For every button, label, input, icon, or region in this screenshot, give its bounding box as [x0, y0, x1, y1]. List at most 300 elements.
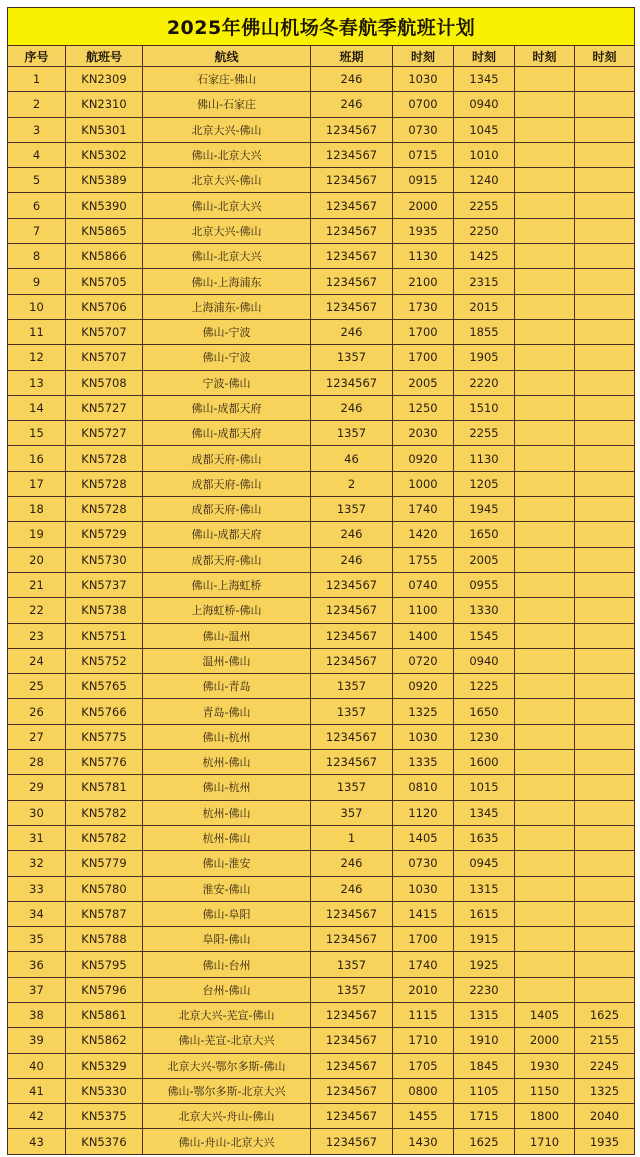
cell-time-3	[515, 851, 575, 876]
table-row	[8, 547, 635, 572]
cell-time-4	[575, 471, 635, 496]
cell-seq: 25	[8, 674, 66, 699]
cell-time-3	[515, 724, 575, 749]
table-row	[8, 800, 635, 825]
cell-schedule-days: 1357	[311, 699, 393, 724]
cell-time-2: 1925	[454, 952, 515, 977]
cell-time-3	[515, 193, 575, 218]
cell-schedule-days: 1234567	[311, 598, 393, 623]
cell-schedule-days: 246	[311, 547, 393, 572]
cell-route: 北京大兴-佛山	[143, 218, 311, 243]
cell-seq: 30	[8, 800, 66, 825]
cell-time-1: 1755	[393, 547, 454, 572]
cell-time-2: 1615	[454, 901, 515, 926]
cell-time-3: 1710	[515, 1129, 575, 1154]
cell-route: 佛山-温州	[143, 623, 311, 648]
cell-route: 佛山-宁波	[143, 319, 311, 344]
cell-time-1: 1030	[393, 876, 454, 901]
cell-seq: 22	[8, 598, 66, 623]
cell-seq: 26	[8, 699, 66, 724]
cell-time-3	[515, 674, 575, 699]
cell-schedule-days: 246	[311, 92, 393, 117]
cell-seq: 17	[8, 471, 66, 496]
cell-time-4: 1625	[575, 1002, 635, 1027]
cell-time-1: 1325	[393, 699, 454, 724]
cell-schedule-days: 1234567	[311, 370, 393, 395]
cell-time-1: 2030	[393, 421, 454, 446]
cell-flight-no: KN5782	[66, 825, 143, 850]
cell-time-3	[515, 522, 575, 547]
cell-seq: 1	[8, 67, 66, 92]
cell-time-2: 1915	[454, 927, 515, 952]
cell-time-1: 0915	[393, 168, 454, 193]
table-row	[8, 648, 635, 673]
cell-flight-no: KN5329	[66, 1053, 143, 1078]
cell-flight-no: KN5707	[66, 319, 143, 344]
cell-time-2: 1650	[454, 699, 515, 724]
cell-flight-no: KN5788	[66, 927, 143, 952]
table-row	[8, 775, 635, 800]
cell-flight-no: KN5727	[66, 421, 143, 446]
cell-time-2: 1315	[454, 1002, 515, 1027]
cell-time-4: 2155	[575, 1028, 635, 1053]
cell-time-4	[575, 117, 635, 142]
cell-time-2: 1845	[454, 1053, 515, 1078]
cell-time-2: 1945	[454, 497, 515, 522]
cell-time-1: 0715	[393, 142, 454, 167]
cell-time-4	[575, 623, 635, 648]
cell-seq: 4	[8, 142, 66, 167]
table-row	[8, 395, 635, 420]
table-row	[8, 522, 635, 547]
cell-schedule-days: 1234567	[311, 1028, 393, 1053]
cell-time-2: 1345	[454, 67, 515, 92]
cell-schedule-days: 1357	[311, 674, 393, 699]
cell-time-2: 1910	[454, 1028, 515, 1053]
cell-schedule-days: 1357	[311, 977, 393, 1002]
table-row	[8, 901, 635, 926]
cell-time-3: 1405	[515, 1002, 575, 1027]
cell-route: 佛山-台州	[143, 952, 311, 977]
cell-time-1: 1430	[393, 1129, 454, 1154]
cell-seq: 11	[8, 319, 66, 344]
cell-time-3	[515, 876, 575, 901]
cell-seq: 16	[8, 446, 66, 471]
cell-flight-no: KN5779	[66, 851, 143, 876]
cell-time-2: 1600	[454, 750, 515, 775]
cell-schedule-days: 1234567	[311, 117, 393, 142]
cell-seq: 40	[8, 1053, 66, 1078]
cell-schedule-days: 1234567	[311, 623, 393, 648]
cell-schedule-days: 1234567	[311, 1053, 393, 1078]
table-row	[8, 244, 635, 269]
cell-time-2: 2230	[454, 977, 515, 1002]
table-row	[8, 851, 635, 876]
cell-time-1: 0730	[393, 851, 454, 876]
cell-time-4: 2040	[575, 1104, 635, 1129]
table-row	[8, 598, 635, 623]
table-row	[8, 1129, 635, 1154]
cell-flight-no: KN5766	[66, 699, 143, 724]
cell-time-1: 1130	[393, 244, 454, 269]
cell-time-1: 2010	[393, 977, 454, 1002]
cell-time-4	[575, 522, 635, 547]
cell-time-1: 0730	[393, 117, 454, 142]
cell-flight-no: KN5780	[66, 876, 143, 901]
header-seq: 序号	[8, 46, 66, 67]
cell-time-3	[515, 421, 575, 446]
cell-time-1: 1115	[393, 1002, 454, 1027]
cell-route: 佛山-北京大兴	[143, 244, 311, 269]
cell-seq: 9	[8, 269, 66, 294]
cell-time-3	[515, 168, 575, 193]
cell-schedule-days: 1234567	[311, 1129, 393, 1154]
cell-schedule-days: 2	[311, 471, 393, 496]
cell-route: 阜阳-佛山	[143, 927, 311, 952]
table-row	[8, 927, 635, 952]
cell-time-3	[515, 142, 575, 167]
cell-schedule-days: 1234567	[311, 193, 393, 218]
cell-flight-no: KN5776	[66, 750, 143, 775]
cell-time-3	[515, 497, 575, 522]
cell-time-3	[515, 92, 575, 117]
header-flight-no: 航班号	[66, 46, 143, 67]
cell-route: 佛山-北京大兴	[143, 193, 311, 218]
cell-schedule-days: 246	[311, 851, 393, 876]
cell-route: 石家庄-佛山	[143, 67, 311, 92]
cell-flight-no: KN5705	[66, 269, 143, 294]
cell-time-4	[575, 142, 635, 167]
cell-route: 佛山-舟山-北京大兴	[143, 1129, 311, 1154]
flight-schedule-table	[7, 7, 635, 1155]
cell-route: 佛山-鄂尔多斯-北京大兴	[143, 1078, 311, 1103]
cell-time-3	[515, 598, 575, 623]
cell-time-4	[575, 876, 635, 901]
cell-route: 北京大兴-佛山	[143, 117, 311, 142]
cell-time-2: 2315	[454, 269, 515, 294]
cell-time-3	[515, 648, 575, 673]
cell-time-3	[515, 699, 575, 724]
cell-time-3	[515, 269, 575, 294]
cell-route: 佛山-杭州	[143, 724, 311, 749]
cell-time-4	[575, 724, 635, 749]
table-row	[8, 699, 635, 724]
cell-time-1: 1705	[393, 1053, 454, 1078]
cell-time-1: 1405	[393, 825, 454, 850]
cell-time-4	[575, 168, 635, 193]
table-row	[8, 1053, 635, 1078]
cell-route: 宁波-佛山	[143, 370, 311, 395]
cell-seq: 13	[8, 370, 66, 395]
cell-time-3	[515, 977, 575, 1002]
cell-flight-no: KN5376	[66, 1129, 143, 1154]
cell-flight-no: KN5708	[66, 370, 143, 395]
table-row	[8, 142, 635, 167]
cell-schedule-days: 246	[311, 522, 393, 547]
cell-route: 杭州-佛山	[143, 750, 311, 775]
cell-schedule-days: 357	[311, 800, 393, 825]
cell-flight-no: KN5390	[66, 193, 143, 218]
header-schedule-days: 班期	[311, 46, 393, 67]
table-row	[8, 952, 635, 977]
cell-time-2: 1510	[454, 395, 515, 420]
cell-route: 温州-佛山	[143, 648, 311, 673]
cell-seq: 20	[8, 547, 66, 572]
cell-schedule-days: 246	[311, 67, 393, 92]
cell-time-1: 0800	[393, 1078, 454, 1103]
cell-seq: 34	[8, 901, 66, 926]
cell-time-3: 1930	[515, 1053, 575, 1078]
cell-seq: 29	[8, 775, 66, 800]
cell-time-2: 1315	[454, 876, 515, 901]
cell-flight-no: KN5765	[66, 674, 143, 699]
cell-time-4	[575, 800, 635, 825]
cell-schedule-days: 246	[311, 876, 393, 901]
cell-route: 青岛-佛山	[143, 699, 311, 724]
cell-time-1: 1335	[393, 750, 454, 775]
table-row	[8, 750, 635, 775]
cell-route: 佛山-成都天府	[143, 395, 311, 420]
cell-time-3	[515, 952, 575, 977]
cell-route: 佛山-上海虹桥	[143, 572, 311, 597]
cell-seq: 39	[8, 1028, 66, 1053]
cell-time-3	[515, 395, 575, 420]
cell-flight-no: KN5782	[66, 800, 143, 825]
cell-time-2: 1240	[454, 168, 515, 193]
cell-seq: 12	[8, 345, 66, 370]
cell-time-1: 1935	[393, 218, 454, 243]
cell-time-4	[575, 648, 635, 673]
cell-flight-no: KN5727	[66, 395, 143, 420]
cell-schedule-days: 1234567	[311, 142, 393, 167]
table-title: 2025年佛山机场冬春航季航班计划	[8, 8, 635, 46]
cell-flight-no: KN5787	[66, 901, 143, 926]
cell-schedule-days: 1234567	[311, 572, 393, 597]
cell-flight-no: KN5795	[66, 952, 143, 977]
cell-time-2: 1625	[454, 1129, 515, 1154]
table-row	[8, 497, 635, 522]
table-row	[8, 1028, 635, 1053]
cell-time-3	[515, 800, 575, 825]
cell-flight-no: KN5781	[66, 775, 143, 800]
header-route: 航线	[143, 46, 311, 67]
cell-time-3	[515, 218, 575, 243]
cell-time-1: 1420	[393, 522, 454, 547]
cell-schedule-days: 1357	[311, 952, 393, 977]
cell-time-4	[575, 572, 635, 597]
table-row	[8, 1002, 635, 1027]
cell-flight-no: KN5796	[66, 977, 143, 1002]
cell-time-1: 1710	[393, 1028, 454, 1053]
cell-schedule-days: 1234567	[311, 269, 393, 294]
cell-flight-no: KN5751	[66, 623, 143, 648]
cell-time-4	[575, 345, 635, 370]
cell-time-3	[515, 901, 575, 926]
cell-route: 北京大兴-芜宣-佛山	[143, 1002, 311, 1027]
cell-time-1: 0720	[393, 648, 454, 673]
cell-time-2: 1855	[454, 319, 515, 344]
cell-time-4	[575, 927, 635, 952]
cell-time-2: 1045	[454, 117, 515, 142]
cell-seq: 14	[8, 395, 66, 420]
cell-flight-no: KN5706	[66, 294, 143, 319]
cell-time-1: 1400	[393, 623, 454, 648]
table-row	[8, 724, 635, 749]
cell-flight-no: KN5301	[66, 117, 143, 142]
cell-time-4	[575, 775, 635, 800]
cell-time-2: 2250	[454, 218, 515, 243]
cell-seq: 7	[8, 218, 66, 243]
cell-seq: 21	[8, 572, 66, 597]
cell-time-1: 1740	[393, 952, 454, 977]
cell-time-3	[515, 294, 575, 319]
table-row	[8, 269, 635, 294]
cell-flight-no: KN5861	[66, 1002, 143, 1027]
cell-flight-no: KN5865	[66, 218, 143, 243]
header-time-4: 时刻	[575, 46, 635, 67]
cell-time-1: 2100	[393, 269, 454, 294]
cell-route: 上海浦东-佛山	[143, 294, 311, 319]
cell-time-2: 1650	[454, 522, 515, 547]
cell-route: 成都天府-佛山	[143, 547, 311, 572]
cell-time-4: 2245	[575, 1053, 635, 1078]
cell-schedule-days: 1234567	[311, 901, 393, 926]
cell-time-4	[575, 294, 635, 319]
cell-time-4	[575, 218, 635, 243]
cell-time-3	[515, 927, 575, 952]
cell-schedule-days: 1357	[311, 421, 393, 446]
cell-flight-no: KN5730	[66, 547, 143, 572]
cell-flight-no: KN5728	[66, 471, 143, 496]
cell-schedule-days: 1234567	[311, 218, 393, 243]
cell-time-1: 1700	[393, 319, 454, 344]
cell-time-1: 2000	[393, 193, 454, 218]
cell-route: 佛山-上海浦东	[143, 269, 311, 294]
cell-time-1: 1415	[393, 901, 454, 926]
table-row	[8, 117, 635, 142]
table-row	[8, 1078, 635, 1103]
table-row	[8, 674, 635, 699]
cell-schedule-days: 1234567	[311, 648, 393, 673]
cell-schedule-days: 1357	[311, 345, 393, 370]
cell-time-3	[515, 750, 575, 775]
cell-time-2: 1715	[454, 1104, 515, 1129]
cell-time-1: 1730	[393, 294, 454, 319]
cell-route: 成都天府-佛山	[143, 471, 311, 496]
cell-seq: 31	[8, 825, 66, 850]
cell-schedule-days: 1357	[311, 497, 393, 522]
cell-time-1: 1455	[393, 1104, 454, 1129]
cell-time-2: 1330	[454, 598, 515, 623]
cell-flight-no: KN5389	[66, 168, 143, 193]
cell-time-4	[575, 92, 635, 117]
cell-flight-no: KN5330	[66, 1078, 143, 1103]
cell-time-4	[575, 699, 635, 724]
table-row	[8, 370, 635, 395]
cell-time-2: 0945	[454, 851, 515, 876]
cell-time-2: 1205	[454, 471, 515, 496]
cell-time-2: 1015	[454, 775, 515, 800]
cell-time-1: 0740	[393, 572, 454, 597]
cell-time-3	[515, 547, 575, 572]
cell-time-3: 1800	[515, 1104, 575, 1129]
cell-route: 淮安-佛山	[143, 876, 311, 901]
cell-time-3	[515, 370, 575, 395]
cell-time-1: 1100	[393, 598, 454, 623]
cell-time-3	[515, 623, 575, 648]
cell-seq: 33	[8, 876, 66, 901]
cell-schedule-days: 1234567	[311, 294, 393, 319]
table-row	[8, 345, 635, 370]
cell-seq: 5	[8, 168, 66, 193]
cell-flight-no: KN5707	[66, 345, 143, 370]
cell-time-4	[575, 750, 635, 775]
cell-time-2: 0940	[454, 92, 515, 117]
cell-time-3	[515, 446, 575, 471]
cell-time-4	[575, 244, 635, 269]
cell-seq: 38	[8, 1002, 66, 1027]
cell-seq: 32	[8, 851, 66, 876]
cell-time-4	[575, 497, 635, 522]
cell-seq: 6	[8, 193, 66, 218]
cell-seq: 24	[8, 648, 66, 673]
cell-time-1: 1000	[393, 471, 454, 496]
cell-seq: 23	[8, 623, 66, 648]
cell-time-3: 2000	[515, 1028, 575, 1053]
table-row	[8, 446, 635, 471]
cell-seq: 37	[8, 977, 66, 1002]
cell-seq: 42	[8, 1104, 66, 1129]
table-row	[8, 193, 635, 218]
cell-route: 成都天府-佛山	[143, 497, 311, 522]
cell-time-2: 1635	[454, 825, 515, 850]
cell-route: 北京大兴-佛山	[143, 168, 311, 193]
cell-route: 杭州-佛山	[143, 800, 311, 825]
cell-time-2: 1425	[454, 244, 515, 269]
cell-seq: 36	[8, 952, 66, 977]
cell-seq: 15	[8, 421, 66, 446]
table-row	[8, 623, 635, 648]
cell-time-3	[515, 471, 575, 496]
cell-schedule-days: 46	[311, 446, 393, 471]
cell-schedule-days: 246	[311, 395, 393, 420]
cell-route: 佛山-阜阳	[143, 901, 311, 926]
cell-route: 成都天府-佛山	[143, 446, 311, 471]
table-row	[8, 319, 635, 344]
cell-time-4	[575, 446, 635, 471]
cell-time-1: 1700	[393, 345, 454, 370]
cell-time-4	[575, 598, 635, 623]
cell-seq: 3	[8, 117, 66, 142]
cell-flight-no: KN5728	[66, 497, 143, 522]
cell-schedule-days: 1234567	[311, 244, 393, 269]
cell-route: 佛山-石家庄	[143, 92, 311, 117]
cell-time-3	[515, 319, 575, 344]
header-row	[8, 46, 635, 67]
cell-time-4	[575, 825, 635, 850]
cell-time-1: 1250	[393, 395, 454, 420]
cell-time-1: 1030	[393, 724, 454, 749]
cell-time-1: 1120	[393, 800, 454, 825]
cell-route: 佛山-北京大兴	[143, 142, 311, 167]
cell-seq: 27	[8, 724, 66, 749]
cell-time-2: 0940	[454, 648, 515, 673]
cell-time-1: 0920	[393, 446, 454, 471]
cell-time-2: 1130	[454, 446, 515, 471]
cell-flight-no: KN2309	[66, 67, 143, 92]
cell-flight-no: KN5866	[66, 244, 143, 269]
cell-time-1: 2005	[393, 370, 454, 395]
